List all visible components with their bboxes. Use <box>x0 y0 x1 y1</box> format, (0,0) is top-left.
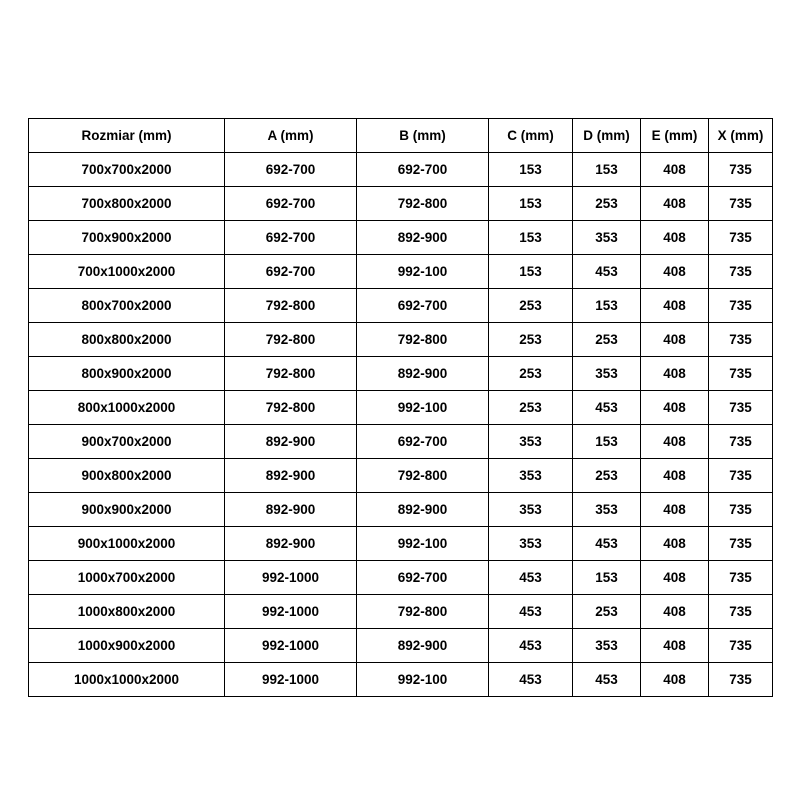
cell-c: 353 <box>489 425 573 459</box>
cell-a: 692-700 <box>225 255 357 289</box>
column-header-d: D (mm) <box>573 119 641 153</box>
cell-x: 735 <box>709 527 773 561</box>
cell-c: 353 <box>489 459 573 493</box>
cell-b: 692-700 <box>357 289 489 323</box>
cell-x: 735 <box>709 255 773 289</box>
cell-b: 892-900 <box>357 357 489 391</box>
table-row <box>29 561 773 595</box>
cell-x: 735 <box>709 289 773 323</box>
cell-c: 453 <box>489 629 573 663</box>
cell-c: 353 <box>489 527 573 561</box>
cell-b: 792-800 <box>357 459 489 493</box>
cell-x: 735 <box>709 153 773 187</box>
cell-b: 992-100 <box>357 663 489 697</box>
column-header-rozmiar: Rozmiar (mm) <box>29 119 225 153</box>
cell-b: 692-700 <box>357 425 489 459</box>
cell-size: 700x900x2000 <box>29 221 225 255</box>
cell-b: 992-100 <box>357 527 489 561</box>
cell-c: 153 <box>489 187 573 221</box>
cell-a: 992-1000 <box>225 629 357 663</box>
cell-e: 408 <box>641 187 709 221</box>
cell-x: 735 <box>709 459 773 493</box>
cell-b: 792-800 <box>357 187 489 221</box>
cell-a: 892-900 <box>225 493 357 527</box>
cell-d: 253 <box>573 323 641 357</box>
table-row <box>29 629 773 663</box>
cell-x: 735 <box>709 221 773 255</box>
cell-e: 408 <box>641 561 709 595</box>
cell-x: 735 <box>709 629 773 663</box>
cell-d: 453 <box>573 527 641 561</box>
table-row <box>29 459 773 493</box>
cell-e: 408 <box>641 391 709 425</box>
dimensions-table <box>28 118 773 697</box>
table-row <box>29 493 773 527</box>
cell-size: 700x1000x2000 <box>29 255 225 289</box>
cell-size: 700x800x2000 <box>29 187 225 221</box>
cell-size: 800x900x2000 <box>29 357 225 391</box>
cell-c: 253 <box>489 357 573 391</box>
column-header-a: A (mm) <box>225 119 357 153</box>
cell-b: 892-900 <box>357 629 489 663</box>
table-row <box>29 391 773 425</box>
cell-c: 153 <box>489 153 573 187</box>
cell-a: 992-1000 <box>225 561 357 595</box>
cell-b: 892-900 <box>357 221 489 255</box>
table-row <box>29 425 773 459</box>
table-row <box>29 527 773 561</box>
cell-e: 408 <box>641 595 709 629</box>
table-row <box>29 663 773 697</box>
table-row <box>29 357 773 391</box>
cell-a: 792-800 <box>225 357 357 391</box>
size-table-container <box>28 118 772 697</box>
table-header-row <box>29 119 773 153</box>
cell-size: 700x700x2000 <box>29 153 225 187</box>
cell-b: 992-100 <box>357 255 489 289</box>
cell-e: 408 <box>641 663 709 697</box>
cell-a: 692-700 <box>225 187 357 221</box>
cell-size: 800x1000x2000 <box>29 391 225 425</box>
table-row <box>29 323 773 357</box>
column-header-x: X (mm) <box>709 119 773 153</box>
cell-d: 253 <box>573 187 641 221</box>
cell-b: 992-100 <box>357 391 489 425</box>
cell-size: 1000x1000x2000 <box>29 663 225 697</box>
cell-size: 900x700x2000 <box>29 425 225 459</box>
cell-x: 735 <box>709 493 773 527</box>
cell-size: 800x800x2000 <box>29 323 225 357</box>
cell-size: 900x800x2000 <box>29 459 225 493</box>
table-row <box>29 595 773 629</box>
cell-e: 408 <box>641 221 709 255</box>
cell-e: 408 <box>641 153 709 187</box>
table-row <box>29 187 773 221</box>
cell-e: 408 <box>641 459 709 493</box>
cell-e: 408 <box>641 629 709 663</box>
cell-a: 692-700 <box>225 221 357 255</box>
column-header-b: B (mm) <box>357 119 489 153</box>
cell-c: 453 <box>489 561 573 595</box>
cell-a: 692-700 <box>225 153 357 187</box>
cell-x: 735 <box>709 357 773 391</box>
cell-d: 353 <box>573 357 641 391</box>
cell-size: 900x900x2000 <box>29 493 225 527</box>
table-row <box>29 221 773 255</box>
cell-c: 253 <box>489 289 573 323</box>
cell-a: 892-900 <box>225 425 357 459</box>
cell-d: 153 <box>573 289 641 323</box>
cell-c: 253 <box>489 391 573 425</box>
cell-e: 408 <box>641 357 709 391</box>
cell-x: 735 <box>709 425 773 459</box>
table-row <box>29 153 773 187</box>
cell-c: 253 <box>489 323 573 357</box>
table-row <box>29 289 773 323</box>
cell-e: 408 <box>641 255 709 289</box>
cell-a: 992-1000 <box>225 663 357 697</box>
cell-e: 408 <box>641 289 709 323</box>
cell-b: 692-700 <box>357 153 489 187</box>
cell-x: 735 <box>709 595 773 629</box>
cell-d: 353 <box>573 493 641 527</box>
cell-d: 253 <box>573 459 641 493</box>
cell-size: 800x700x2000 <box>29 289 225 323</box>
cell-a: 792-800 <box>225 323 357 357</box>
cell-d: 353 <box>573 221 641 255</box>
cell-b: 792-800 <box>357 323 489 357</box>
column-header-c: C (mm) <box>489 119 573 153</box>
cell-d: 453 <box>573 391 641 425</box>
cell-e: 408 <box>641 493 709 527</box>
cell-e: 408 <box>641 323 709 357</box>
cell-a: 892-900 <box>225 527 357 561</box>
cell-c: 153 <box>489 255 573 289</box>
cell-b: 692-700 <box>357 561 489 595</box>
cell-a: 792-800 <box>225 391 357 425</box>
cell-x: 735 <box>709 561 773 595</box>
cell-size: 1000x800x2000 <box>29 595 225 629</box>
cell-b: 792-800 <box>357 595 489 629</box>
cell-c: 453 <box>489 663 573 697</box>
cell-x: 735 <box>709 663 773 697</box>
column-header-e: E (mm) <box>641 119 709 153</box>
cell-x: 735 <box>709 391 773 425</box>
cell-d: 453 <box>573 663 641 697</box>
cell-d: 153 <box>573 153 641 187</box>
cell-e: 408 <box>641 527 709 561</box>
cell-e: 408 <box>641 425 709 459</box>
cell-d: 253 <box>573 595 641 629</box>
cell-d: 453 <box>573 255 641 289</box>
cell-size: 900x1000x2000 <box>29 527 225 561</box>
cell-c: 453 <box>489 595 573 629</box>
cell-size: 1000x700x2000 <box>29 561 225 595</box>
cell-a: 792-800 <box>225 289 357 323</box>
cell-d: 153 <box>573 425 641 459</box>
cell-c: 153 <box>489 221 573 255</box>
cell-x: 735 <box>709 187 773 221</box>
cell-c: 353 <box>489 493 573 527</box>
cell-a: 992-1000 <box>225 595 357 629</box>
cell-a: 892-900 <box>225 459 357 493</box>
cell-b: 892-900 <box>357 493 489 527</box>
cell-size: 1000x900x2000 <box>29 629 225 663</box>
cell-d: 353 <box>573 629 641 663</box>
cell-x: 735 <box>709 323 773 357</box>
cell-d: 153 <box>573 561 641 595</box>
table-row <box>29 255 773 289</box>
